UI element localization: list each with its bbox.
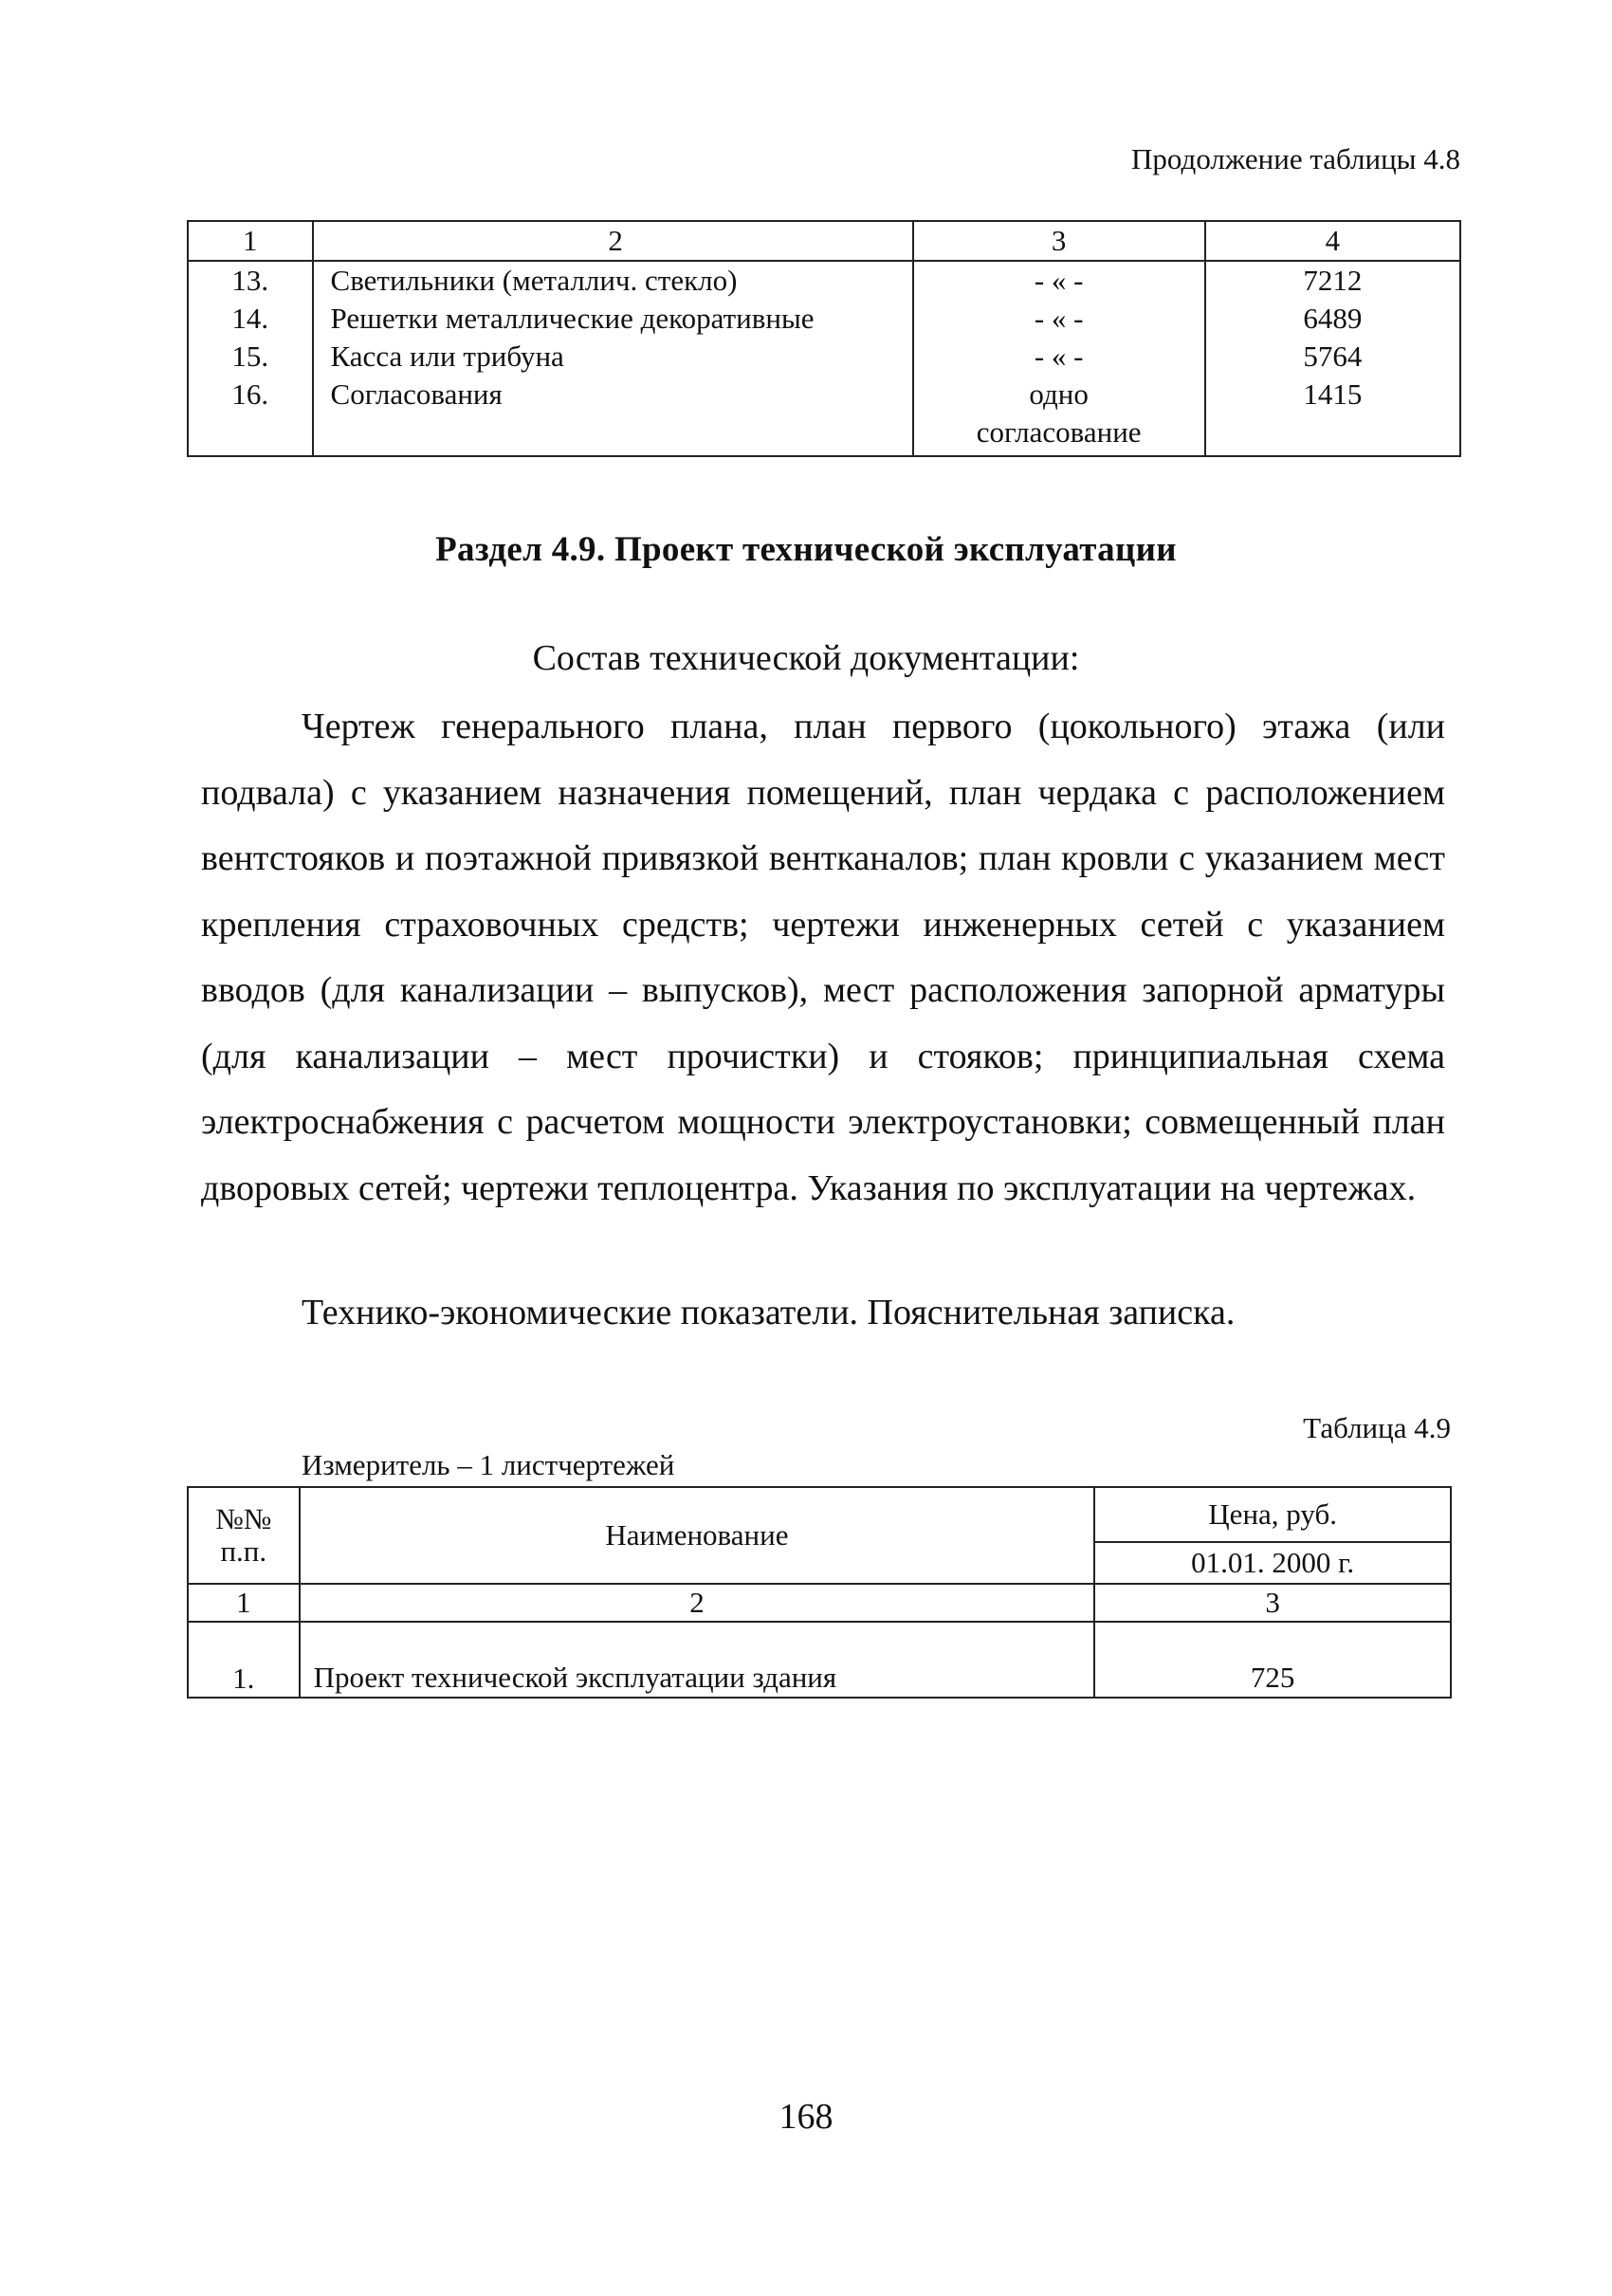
- table-row: [188, 261, 1460, 300]
- section-title: Раздел 4.9. Проект технической эксплуатации: [435, 530, 1177, 569]
- row-name: Согласования: [313, 376, 913, 456]
- row-value: 7212: [1205, 261, 1460, 300]
- table-header-row: [188, 221, 1460, 261]
- column-number-cell: 4: [1205, 221, 1460, 261]
- header-price: Цена, руб.: [1094, 1487, 1451, 1542]
- subheading: Состав технической документации:: [532, 638, 1080, 678]
- body-paragraph-2: Технико-экономические показатели. Пояснительная записка.: [302, 1293, 1236, 1332]
- table-row: [188, 376, 1460, 456]
- row-unit: - « -: [913, 261, 1205, 300]
- table-4-9: [187, 1486, 1452, 1699]
- header-num-cell: [188, 1487, 300, 1584]
- column-number-cell: 3: [1094, 1584, 1451, 1622]
- column-number-cell: 1: [188, 1584, 300, 1622]
- table-4-8: [187, 220, 1461, 457]
- page-number: 168: [779, 2097, 833, 2137]
- row-price: 725: [1094, 1622, 1451, 1698]
- row-value: 6489: [1205, 300, 1460, 338]
- table-continuation-label: Продолжение таблицы 4.8: [1131, 142, 1460, 175]
- row-name: Светильники (металлич. стекло): [313, 261, 913, 300]
- table-measure-note: Измеритель – 1 листчертежей: [302, 1448, 675, 1481]
- row-number: 13.: [188, 261, 313, 300]
- row-value: 1415: [1205, 376, 1460, 456]
- table-row: [188, 300, 1460, 338]
- column-number-cell: 2: [300, 1584, 1095, 1622]
- row-number: 1.: [188, 1622, 300, 1698]
- row-name: Касса или трибуна: [313, 338, 913, 376]
- header-num: №№: [215, 1502, 272, 1535]
- header-name: Наименование: [300, 1487, 1095, 1584]
- row-name: Решетки металлические декоративные: [313, 300, 913, 338]
- row-number: 14.: [188, 300, 313, 338]
- row-unit: - « -: [913, 338, 1205, 376]
- row-number: 15.: [188, 338, 313, 376]
- body-paragraph: Чертеж генерального плана, план первого (цокольного) этажа (или подвала) с указанием назначения помещений, план чердака с расположением вентстояков и поэтажной привязкой вентканалов; план кровли с указанием мест крепления страховочных средств; чертежи инженерных сетей с указанием вводов (для канализации – выпусков), мест расположения запорной арматуры (для канализации – мест прочистки) и стояков; принципиальная схема электроснабжения с расчетом мощности электроустановки; совмещенный план дворовых сетей; чертежи теплоцентра. Указания по эксплуатации на чертежах.: [201, 707, 1445, 1208]
- row-name: Проект технической эксплуатации здания: [300, 1622, 1095, 1698]
- row-number: 16.: [188, 376, 313, 456]
- table-label: Таблица 4.9: [1303, 1411, 1451, 1444]
- column-number-cell: 3: [913, 221, 1205, 261]
- table-header-row: [188, 1487, 1451, 1542]
- row-unit-line2: согласование: [976, 415, 1142, 449]
- row-unit: одно: [1029, 377, 1089, 411]
- row-value: 5764: [1205, 338, 1460, 376]
- column-number-cell: 2: [313, 221, 913, 261]
- header-num-line2: п.п.: [220, 1534, 267, 1568]
- row-unit: - « -: [913, 300, 1205, 338]
- column-number-cell: 1: [188, 221, 313, 261]
- table-column-numbers-row: [188, 1584, 1451, 1622]
- table-row: [188, 338, 1460, 376]
- table-row: [188, 1622, 1451, 1698]
- header-price-date: 01.01. 2000 г.: [1094, 1542, 1451, 1584]
- row-unit-cell: [913, 376, 1205, 456]
